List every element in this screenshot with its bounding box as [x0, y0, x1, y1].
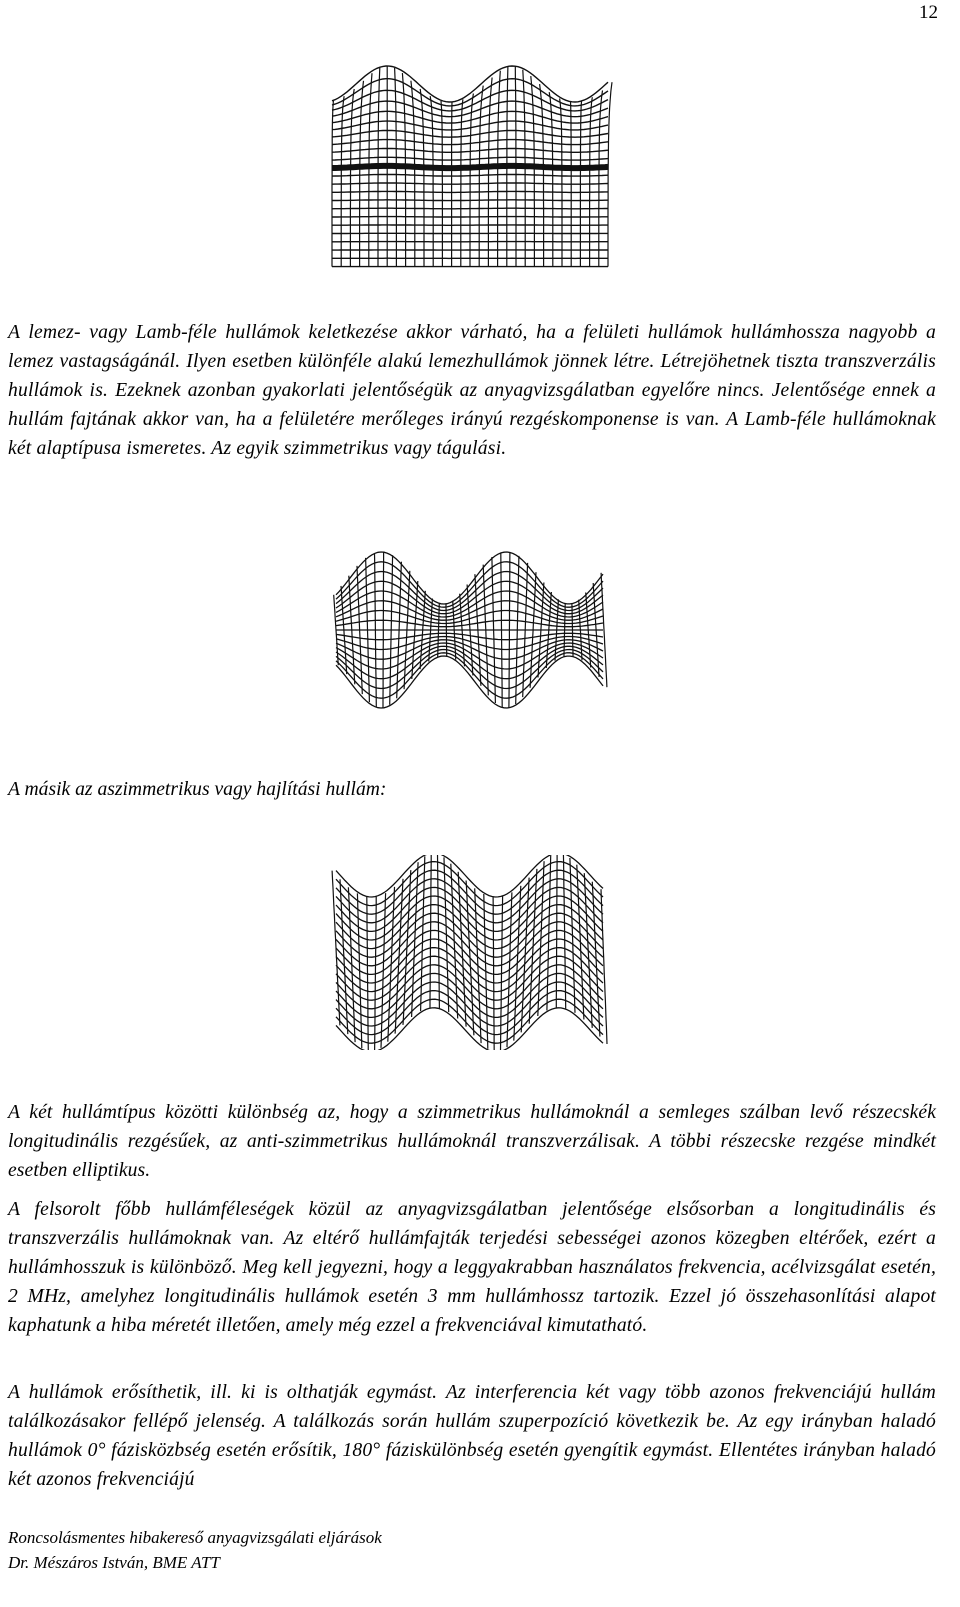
grid-line-vertical	[420, 89, 424, 267]
grid-line-vertical	[369, 73, 372, 266]
grid-line-vertical	[402, 73, 405, 267]
grid-line-vertical	[577, 865, 584, 1020]
grid-line-vertical	[383, 552, 384, 708]
paragraph-wave-difference: A két hullámtípus közötti különbség az, hogy a szimmetrikus hullámoknál a semleges szálban levő részecskék longitudinális rezgésűek, az anti-szimmetrikus hullámoknál transzverzálisak. A többi részecske rezgése mindkét esetben elliptikus.	[8, 1102, 936, 1181]
grid-line-vertical	[367, 897, 369, 1050]
grid-line-vertical	[584, 873, 592, 1028]
grid-line-vertical	[479, 86, 483, 267]
grid-line-vertical	[592, 882, 600, 1037]
grid-line-vertical	[608, 82, 612, 266]
grid-line-vertical	[350, 89, 354, 267]
grid-line-horizontal	[336, 855, 603, 897]
grid-line-horizontal	[336, 965, 603, 1009]
grid-line-vertical	[412, 862, 419, 1017]
grid-line-horizontal	[336, 982, 603, 1026]
page-number: 12	[919, 2, 938, 23]
grid-line-horizontal	[336, 581, 603, 613]
paragraph-interference: A hullámok erősíthetik, ill. ki is olthatják egymást. Az interferencia két vagy több azonos frekvenciájú hullám találkozásakor fellépő jelenség. A találkozás során hullám szuperpozíció következik be. Az egy irányban haladó hullámok 0° fázisközbség esetén erősítik, 180° fáziskülönbség esetén gyengítik egymást. Ellentétes irányban haladó két azonos frekvenciájú	[8, 1382, 936, 1490]
grid-line-vertical	[430, 855, 431, 1008]
grid-line-vertical	[388, 887, 395, 1042]
grid-line-vertical	[572, 604, 573, 657]
paragraph-asymmetric-intro: A másik az aszimmetrikus vagy hajlítási hullám:	[8, 779, 387, 800]
grid-line-vertical	[599, 90, 603, 266]
grid-line-vertical	[357, 893, 361, 1048]
surface-wave-grid-figure	[326, 62, 614, 268]
footer-title: Roncsolásmentes hibakereső anyagvizsgálati eljárások	[8, 1528, 382, 1547]
grid-line-vertical	[458, 872, 466, 1027]
grid-line-vertical	[515, 66, 516, 266]
grid-line-vertical	[381, 893, 386, 1048]
grid-line-horizontal	[336, 999, 603, 1043]
grid-line-vertical	[501, 553, 502, 708]
grid-line-vertical	[549, 92, 553, 267]
grid-line-vertical	[493, 897, 494, 1050]
grid-line-vertical	[403, 870, 411, 1025]
grid-line-vertical	[411, 81, 415, 267]
grid-line-vertical	[444, 857, 449, 1012]
grid-line-horizontal	[336, 1008, 603, 1050]
grid-line-vertical	[601, 889, 607, 1044]
grid-line-vertical	[430, 96, 433, 267]
paragraph-lamb-intro: A lemez- vagy Lamb-féle hullámok keletkezése akkor várható, ha a felületi hullámok hullámhossza nagyobb a lemez vastagságánál. Ilyen esetben különféle alakú lemezhullámok jönnek létre. Létrejöhetnek tiszta transzverzális hullámok is. Ezeknek azonban gyakorlati jelentőségük az anyagvizsgálatban egyelőre nincs. Jelentősége ennek a hullám fajtának akkor van, ha a felületére merőleges irányú rezgéskomponense is van. A Lamb-féle hullámoknak két alaptípusa ismeretes. Az egyik szimmetrikus vagy tágulási.	[8, 322, 936, 459]
grid-line-vertical	[421, 856, 425, 1011]
antisymmetric-lamb-wave-figure	[330, 855, 610, 1050]
grid-line-vertical	[509, 552, 510, 707]
grid-line-vertical	[395, 879, 403, 1034]
grid-line-vertical	[446, 604, 447, 656]
grid-line-vertical	[375, 897, 377, 1051]
grid-line-horizontal	[332, 66, 608, 102]
grid-line-vertical	[529, 869, 537, 1024]
grid-line-vertical	[332, 871, 340, 1026]
grid-line-vertical	[438, 603, 440, 657]
symmetric-lamb-wave-figure	[330, 545, 610, 715]
footer-author: Dr. Mészáros István, BME ATT	[8, 1553, 220, 1572]
grid-line-vertical	[507, 892, 512, 1047]
grid-line-vertical	[521, 878, 529, 1033]
grid-line-vertical	[340, 879, 348, 1034]
grid-line-vertical	[571, 102, 572, 267]
grid-line-vertical	[466, 881, 474, 1036]
grid-line-horizontal	[336, 973, 603, 1017]
grid-line-vertical	[556, 855, 557, 1008]
grid-line-vertical	[348, 887, 355, 1042]
grid-line-vertical	[451, 864, 458, 1019]
grid-line-horizontal	[332, 101, 608, 117]
grid-line-vertical	[570, 858, 575, 1013]
grid-line-vertical	[538, 861, 544, 1016]
grid-line-horizontal	[336, 991, 603, 1035]
grid-line-vertical	[360, 81, 364, 267]
grid-line-vertical	[514, 886, 521, 1041]
paragraph-wave-types: A felsorolt főbb hullámféleségek közül az anyagvizsgálatban jelentősége elsősorban a longitudinális és transzverzális hullámoknak van. Az eltérő hullámfajták terjedési sebességei azonos közegben eltérőek, ezért a hullámhosszuk is különböző. Meg kell jegyezni, hogy a leggyakrabban használatos frekvencia, acélvizsgálat esetén, 2 MHz, amelyhez longitudinális hullámok esetén 3 mm hullámhossz tartozik. Ezzel jó összehasonlítási alapot kaphatunk a hiba méretét illetően, amely még ezzel a frekvenciával kimutatható.	[8, 1199, 936, 1336]
grid-line-vertical	[564, 603, 565, 656]
grid-line-vertical	[475, 888, 481, 1043]
